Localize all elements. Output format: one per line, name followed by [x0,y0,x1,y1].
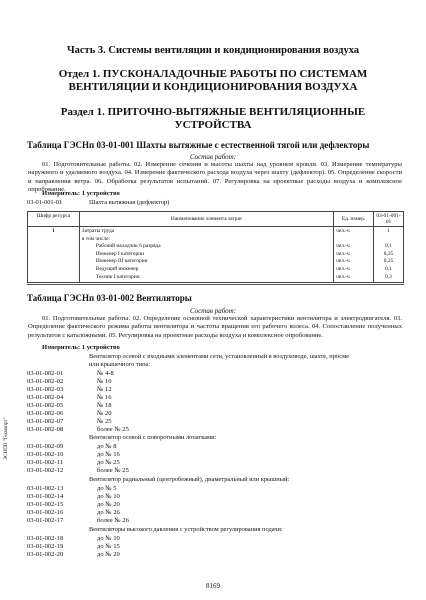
table2-title: Таблица ГЭСНп 03-01-002 Вентиляторы [27,293,192,303]
item-code: 03-01-002-13 [27,485,64,492]
cost-name: Рабочий наладчик 6 разряда [95,243,161,250]
item-name: № 12 [97,386,112,393]
item-code: 03-01-002-06 [27,410,64,417]
cost-unit: чел.-ч [336,250,350,257]
table2-work-text: 01. Подготовительные работы. 02. Определение основной технической характеристики вентилятора и электродвигателя. 03. Определение фактического режима работы вентилятора и частоты вращения его рабочего колеса. 04. Сопоставление полученных результатов с каталожными. 05. Регулировка на проектные расходы воздуха и комплексное опробование. [28,315,402,339]
part-title: Часть 3. Системы вентиляции и кондиционирования воздуха [66,45,360,56]
cost-unit: чел.-ч [336,228,350,234]
list-item [27,426,129,433]
cost-value: 0,1 [385,265,392,272]
header-name: Наименование элемента затрат [79,212,333,227]
section-title [0,68,426,94]
item-name: до № 10 [97,535,120,542]
item-code: 03-01-002-02 [27,378,64,385]
item-code: 03-01-002-08 [27,426,64,433]
list-item [27,418,112,425]
cost-unit [336,236,371,244]
table1-item-name: Шахта вытяжная (дефлектор) [89,199,170,206]
item-name: № 4-8 [97,370,114,377]
header-number: 03-01-001-01 [374,212,404,227]
list-item [27,402,112,409]
cost-name: Техник I категории [95,273,140,280]
list-item [27,493,120,500]
subsection-title-line2: УСТРОЙСТВА [174,119,252,131]
item-code: 03-01-002-11 [27,459,64,466]
cost-value: 1 [387,228,390,234]
item-name: до № 10 [97,493,120,500]
item-name: № 16 [97,394,112,401]
list-item [27,451,120,458]
section-title-line2: ВЕНТИЛЯЦИИ И КОНДИЦИОНИРОВАНИЯ ВОЗДУХА [68,81,358,93]
table1-meter: Измеритель: 1 устройство [42,190,120,197]
row-code: 1 [28,227,80,283]
list-item [27,501,120,508]
header-code: Шифр ресурса [28,212,80,227]
side-stamp: ЭСНПП "Гекмапрт" [4,417,9,460]
subsection-title [0,106,426,132]
table2-meter: Измеритель: 1 устройство [42,344,120,351]
item-code: 03-01-002-15 [27,501,64,508]
item-name: более № 26 [97,517,129,524]
item-code: 03-01-002-19 [27,543,64,550]
group1-title-line2: или крышечного типа: [89,361,151,368]
cost-value: 0,3 [385,273,392,280]
section-title-line1: Отдел 1. ПУСКОНАЛАДОЧНЫЕ РАБОТЫ ПО СИСТЕМАМ [58,68,368,80]
item-name: до № 20 [97,551,120,558]
list-item [27,378,112,385]
item-name: до № 20 [97,501,120,508]
group2-title: Вентилятор осевой с поворотными лопатками: [89,434,217,441]
item-name: № 20 [97,410,112,417]
table-header-row [28,212,404,227]
cost-unit: чел.-ч [336,243,350,250]
item-code: 03-01-002-05 [27,402,64,409]
group4-title: Вентиляторы высокого давления с устройством регулирования подачи: [89,526,283,533]
item-code: 03-01-002-16 [27,509,64,516]
cost-value: 0,25 [383,258,394,265]
header-unit: Ед. измер. [334,212,374,227]
cost-value [376,236,401,244]
list-item [27,543,120,550]
table1-work-label: Состав работ: [189,153,237,161]
list-item [27,551,120,558]
item-name: № 10 [97,378,112,385]
item-code: 03-01-002-09 [27,443,64,450]
item-code: 03-01-002-17 [27,517,64,524]
item-code: 03-01-002-18 [27,535,64,542]
item-code: 03-01-002-01 [27,370,64,377]
list-item [27,467,129,474]
resource-table [27,211,404,283]
cost-name: Ведущий инженер [95,265,139,272]
cost-name: в том числе: [81,235,110,242]
table2-work-label: Состав работ: [189,307,237,315]
list-item [27,370,114,377]
cost-unit: чел.-ч [336,258,350,265]
divider [27,284,404,285]
list-item [27,443,117,450]
list-item [27,459,120,466]
list-item [27,485,117,492]
item-code: 03-01-002-04 [27,394,64,401]
item-code: 03-01-002-20 [27,551,64,558]
cost-unit: чел.-ч [336,265,350,272]
table1-work-text: 01. Подготовительные работы. 02. Измерение сечения и высоты шахты над уровнем кровли. 03. Измерение температуры наружного и удаляемого воздуха. 04. Измерение фактического расхода воздуха через шахту (дефлектор). 05. Определение скорости и направления ветра. 06. Обработка результатов испытаний. 07. Регулировка на проектные расходы воздуха и комплексное опробование. [28,161,402,194]
item-name: более № 25 [97,467,129,474]
list-item [27,410,112,417]
cost-value: 0,25 [383,250,394,257]
item-code: 03-01-002-12 [27,467,64,474]
table1-item-code: 03-01-001-01 [27,199,63,206]
item-name: более № 25 [97,426,129,433]
item-code: 03-01-002-14 [27,493,64,500]
cost-name: Инженер I категории [95,250,144,257]
cost-value: 0,1 [385,243,392,250]
page-number: 8169 [206,582,220,590]
item-code: 03-01-002-07 [27,418,64,425]
table-row [28,227,404,283]
item-name: до № 25 [97,459,120,466]
item-name: № 18 [97,402,112,409]
list-item [27,394,112,401]
list-item [27,517,129,524]
table1-title: Таблица ГЭСНп 03-01-001 Шахты вытяжные с естественной тягой или дефлекторы [27,140,370,150]
group1-title-line1: Вентилятор осевой с входными элементами сети, установленный в воздуховоде, шахте, просме [89,353,349,360]
item-name: до № 5 [97,485,117,492]
subsection-title-line1: Раздел 1. ПРИТОЧНО-ВЫТЯЖНЫЕ ВЕНТИЛЯЦИОННЫЕ [60,106,366,118]
item-name: до № 16 [97,451,120,458]
list-item [27,509,120,516]
list-item [27,535,120,542]
list-item [27,386,112,393]
item-name: до № 26 [97,509,120,516]
cost-name: Инженер III категории [95,258,148,265]
item-name: до № 8 [97,443,117,450]
item-code: 03-01-002-03 [27,386,64,393]
cost-name: Затраты труда [81,228,115,234]
item-code: 03-01-002-10 [27,451,64,458]
item-name: № 25 [97,418,112,425]
group3-title: Вентилятор радиальный (центробежный), диаметральный или крышный: [89,476,290,483]
item-name: до № 15 [97,543,120,550]
cost-unit: чел.-ч [336,273,350,280]
